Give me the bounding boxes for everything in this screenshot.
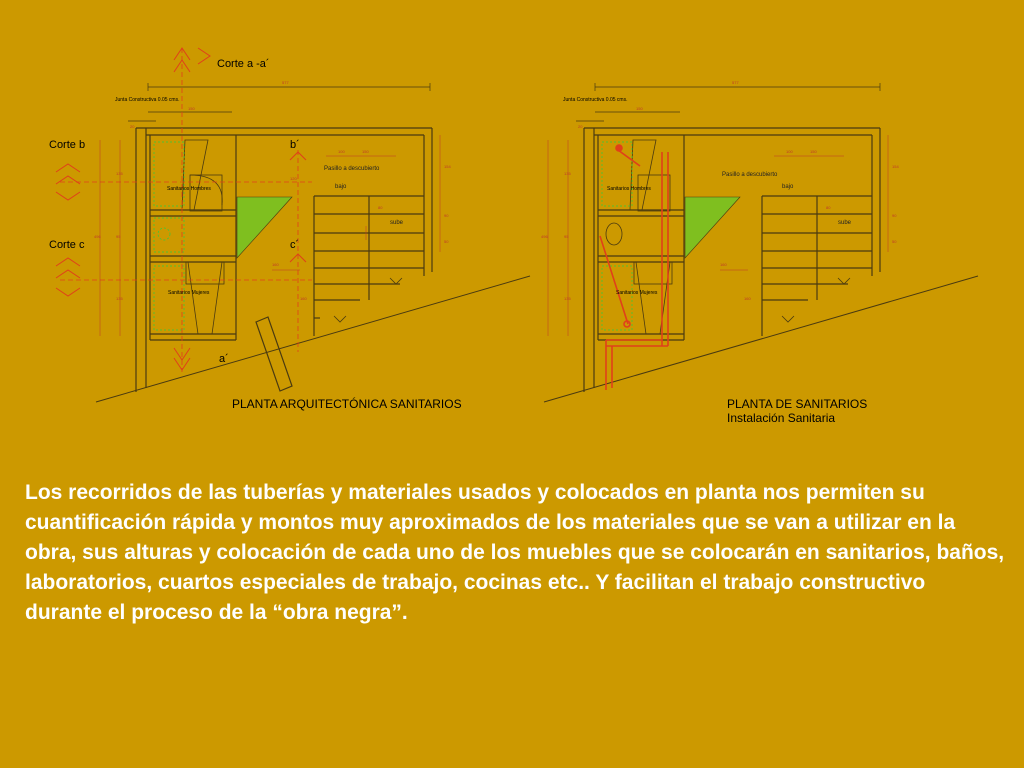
svg-text:90: 90: [444, 213, 449, 218]
right-plan-subtitle: Instalación Sanitaria: [727, 411, 836, 425]
pasillo-label-right: Pasillo a descubierto: [722, 172, 778, 178]
svg-text:95: 95: [116, 234, 121, 239]
svg-text:577: 577: [282, 80, 289, 85]
b-mark-label: b´: [290, 139, 300, 151]
bajo-label-left: bajo: [335, 184, 347, 190]
svg-text:150: 150: [810, 149, 817, 154]
left-plan-title: PLANTA ARQUITECTÓNICA SANITARIOS: [232, 397, 462, 411]
svg-text:160: 160: [744, 296, 751, 301]
svg-text:50: 50: [444, 239, 449, 244]
bajo-label-right: bajo: [782, 184, 794, 190]
svg-text:100: 100: [786, 149, 793, 154]
body-paragraph: Los recorridos de las tuberías y materiales usados y colocados en planta nos permiten su cuantificación rápida y montos muy aproximados de los materiales que se van a utilizar en la obra, sus alturas y colocación de cada uno de los muebles que se colocarán en sanitarios, baños, laboratorios, cuartos especiales de trabajo, cocinas etc.. Y facilitan el trabajo constructivo durante el proceso de la “obra negra”.: [25, 481, 1005, 624]
svg-text:150: 150: [188, 106, 195, 111]
junta-label-right: Junta Constructiva 0.05 cms.: [563, 97, 628, 103]
svg-text:160: 160: [300, 296, 307, 301]
junta-label-left: Junta Constructiva 0.05 cms.: [115, 97, 180, 103]
a-mark-label: a´: [219, 353, 229, 365]
svg-text:100: 100: [338, 149, 345, 154]
corte-b-label: Corte b: [49, 139, 86, 151]
svg-text:150: 150: [362, 149, 369, 154]
green-triangle-left: [237, 197, 292, 258]
sube-label-right: sube: [838, 220, 852, 226]
svg-text:20: 20: [578, 124, 583, 129]
svg-text:150: 150: [636, 106, 643, 111]
svg-text:90: 90: [892, 213, 897, 218]
svg-text:160: 160: [720, 262, 727, 267]
c-mark-label: c´: [290, 239, 300, 251]
svg-text:80: 80: [826, 205, 831, 210]
svg-text:154: 154: [444, 164, 451, 169]
pasillo-label-left: Pasillo a descubierto: [324, 166, 380, 172]
corte-aa-label: Corte a -a´: [217, 58, 270, 70]
svg-text:135: 135: [116, 296, 123, 301]
right-plan-title: PLANTA DE SANITARIOS: [727, 397, 868, 411]
women-label-right: Sanitarios Mujeres: [616, 290, 658, 296]
svg-text:496: 496: [94, 234, 101, 239]
svg-text:160: 160: [272, 262, 279, 267]
svg-text:496: 496: [541, 234, 548, 239]
sube-label-left: sube: [390, 220, 404, 226]
women-label-left: Sanitarios Mujeres: [168, 290, 210, 296]
svg-text:135: 135: [116, 171, 123, 176]
svg-text:135: 135: [564, 171, 571, 176]
right-plan: [541, 80, 978, 425]
svg-text:20: 20: [130, 124, 135, 129]
svg-text:95: 95: [564, 234, 569, 239]
green-triangle-right: [685, 197, 740, 258]
svg-text:135: 135: [564, 296, 571, 301]
svg-text:120: 120: [290, 176, 297, 181]
svg-text:80: 80: [378, 205, 383, 210]
left-plan: [49, 48, 530, 411]
svg-text:50: 50: [892, 239, 897, 244]
corte-c-label: Corte c: [49, 239, 85, 251]
svg-text:154: 154: [892, 164, 899, 169]
svg-text:577: 577: [732, 80, 739, 85]
men-label-right: Sanitarios Hombres: [607, 186, 651, 192]
men-label-left: Sanitarios Hombres: [167, 186, 211, 192]
